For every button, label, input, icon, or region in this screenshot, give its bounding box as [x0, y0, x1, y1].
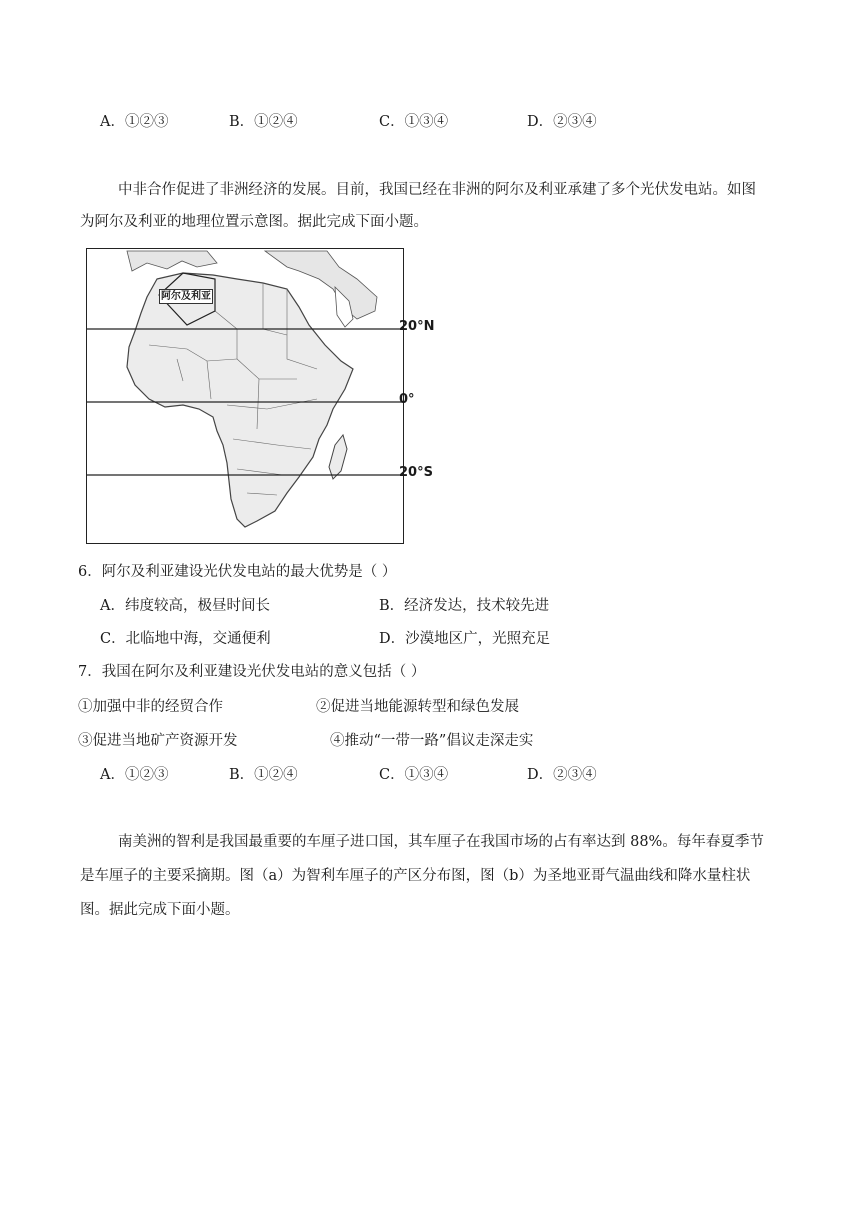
q7-statement-2: ②促进当地能源转型和绿色发展 — [316, 699, 519, 715]
q7-option-b[interactable]: B．①②④ — [229, 767, 298, 783]
africa-intro-line2: 为阿尔及利亚的地理位置示意图。据此完成下面小题。 — [80, 214, 428, 230]
q5-option-d[interactable]: D．②③④ — [527, 114, 597, 130]
q7-stem: 7．我国在阿尔及利亚建设光伏发电站的意义包括（ ） — [78, 664, 426, 680]
q7-statement-1: ①加强中非的经贸合作 — [78, 699, 223, 715]
q6-option-b[interactable]: B．经济发达，技术较先进 — [379, 598, 550, 614]
q6-option-d[interactable]: D．沙漠地区广，光照充足 — [379, 631, 551, 647]
lat-20n-label: 20°N — [399, 319, 435, 334]
lat-0-label: 0° — [399, 392, 415, 407]
q6-option-c[interactable]: C．北临地中海，交通便利 — [100, 631, 271, 647]
q6-stem: 6．阿尔及利亚建设光伏发电站的最大优势是（ ） — [78, 564, 397, 580]
q7-statement-3: ③促进当地矿产资源开发 — [78, 733, 238, 749]
q5-option-b[interactable]: B．①②④ — [229, 114, 298, 130]
q5-option-a[interactable]: A．①②③ — [100, 114, 169, 130]
chile-intro-line3: 图。据此完成下面小题。 — [80, 902, 240, 918]
lat-20s-label: 20°S — [399, 465, 433, 480]
africa-map-drawing — [87, 249, 405, 545]
algeria-label: 阿尔及利亚 — [161, 291, 211, 302]
africa-map-figure — [86, 248, 435, 544]
chile-intro-line2: 是车厘子的主要采摘期。图（a）为智利车厘子的产区分布图，图（b）为圣地亚哥气温曲线和降水量柱状 — [80, 868, 751, 884]
q7-statement-4: ④推动“一带一路”倡议走深走实 — [330, 733, 534, 749]
q7-option-a[interactable]: A．①②③ — [100, 767, 169, 783]
q6-option-a[interactable]: A．纬度较高，极昼时间长 — [100, 598, 270, 614]
q7-option-d[interactable]: D．②③④ — [527, 767, 597, 783]
africa-intro-line1: 中非合作促进了非洲经济的发展。目前，我国已经在非洲的阿尔及利亚承建了多个光伏发电站。如图 — [118, 182, 756, 198]
q5-option-c[interactable]: C．①③④ — [379, 114, 449, 130]
q7-option-c[interactable]: C．①③④ — [379, 767, 449, 783]
chile-intro-line1: 南美洲的智利是我国最重要的车厘子进口国，其车厘子在我国市场的占有率达到 88%。每年春夏季节 — [118, 834, 764, 850]
